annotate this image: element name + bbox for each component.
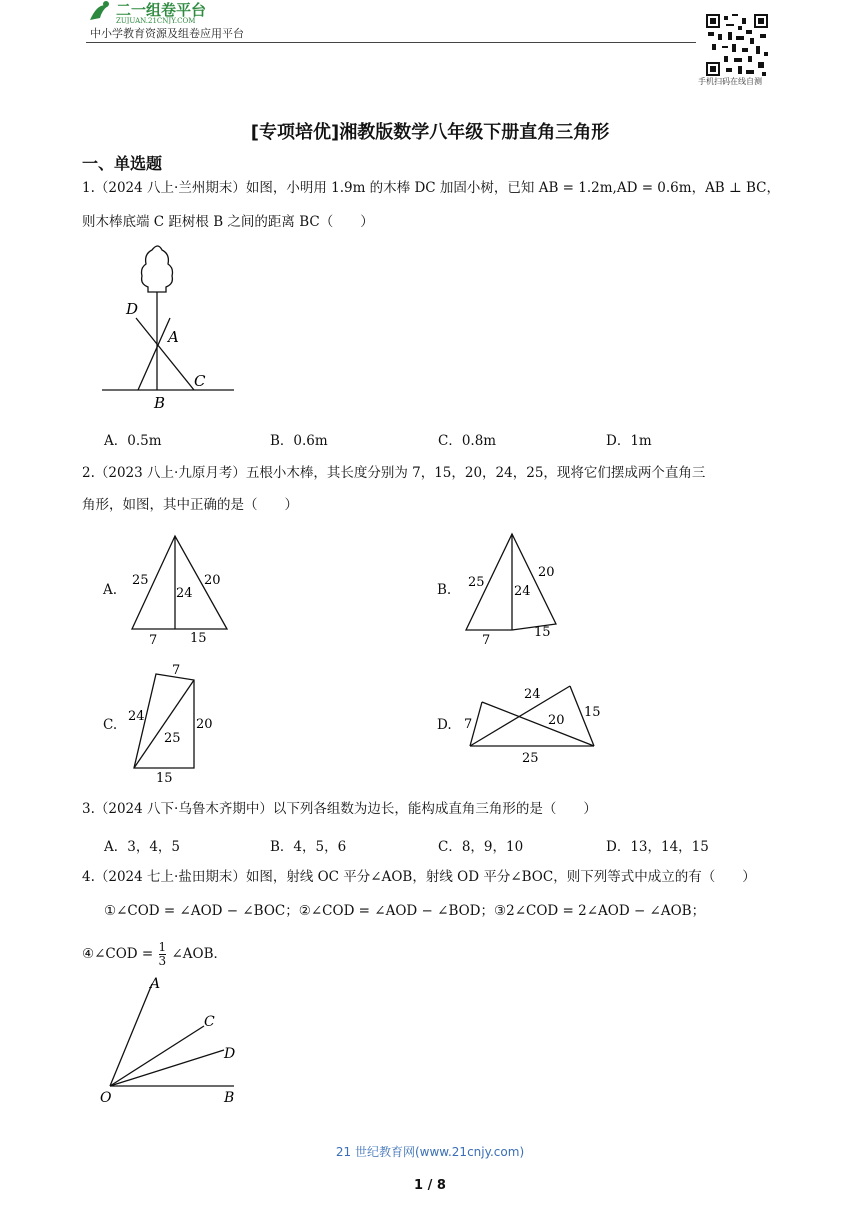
fig-d-label-7: 7 — [464, 717, 473, 732]
label-c: C — [204, 1014, 215, 1030]
fig-c-label-7: 7 — [172, 663, 181, 678]
label-c: C — [194, 372, 206, 390]
fig-d-label-15: 15 — [584, 705, 601, 720]
question-1-figure — [96, 240, 246, 412]
q1-option-b[interactable]: B．0.6m — [270, 433, 328, 449]
logo-text: 二一组卷平台 — [116, 1, 207, 19]
fig-a-label-20: 20 — [204, 573, 221, 588]
q2-figure-c — [124, 660, 224, 786]
section-heading: 一、单选题 — [82, 154, 163, 173]
fig-d-label-20: 20 — [548, 713, 565, 728]
qr-caption: 手机扫码在线自测 — [698, 77, 762, 86]
q1-option-c[interactable]: C．0.8m — [438, 433, 497, 449]
header-subtitle: 中小学教育资源及组卷应用平台 — [90, 27, 244, 40]
ray-oc — [110, 1026, 204, 1086]
fig-a-label-15: 15 — [190, 631, 207, 646]
question-3-line-1: 3.（2024 八下·乌鲁木齐期中）以下列各组数为边长，能构成直角三角形的是（ ） — [82, 801, 597, 817]
label-a: A — [168, 328, 179, 346]
question-1-line-1: 1.（2024 八上·兰州期末）如图，小明用 1.9m 的木棒 DC 加固小树，已知 AB = 1.2m,AD = 0.6m，AB ⊥ BC， — [82, 180, 781, 196]
question-4-statements: ①∠COD = ∠AOD − ∠BOC；②∠COD = ∠AOD − ∠BOD；③2∠COD = 2∠AOD − ∠AOB； — [104, 903, 706, 919]
fig-c-label-15: 15 — [156, 771, 173, 786]
fraction-one-third — [159, 941, 167, 968]
logo-url: ZUJUAN.21CNJY.COM — [116, 17, 196, 24]
q2-option-c[interactable]: C. — [103, 717, 118, 733]
q1-option-a[interactable]: A．0.5m — [104, 433, 162, 449]
q3-option-d[interactable]: D．13，14，15 — [606, 839, 709, 855]
header-divider — [86, 42, 696, 43]
ray-od — [110, 1050, 224, 1086]
label-b: B — [154, 394, 166, 412]
question-2-line-1: 2.（2023 八上·九原月考）五根小木棒，其长度分别为 7，15，20，24，25，现将它们摆成两个直角三 — [82, 465, 706, 481]
fig-b-label-7: 7 — [482, 633, 491, 648]
q3-option-c[interactable]: C．8，9，10 — [438, 839, 524, 855]
fig-c-label-25: 25 — [164, 731, 181, 746]
label-o: O — [100, 1090, 112, 1106]
fig-b-label-20: 20 — [538, 565, 555, 580]
site-logo — [86, 0, 276, 24]
fig-a-label-25: 25 — [132, 573, 149, 588]
fig-b-label-24: 24 — [514, 584, 531, 599]
fig-c-label-24: 24 — [128, 709, 145, 724]
question-4-figure — [96, 970, 246, 1110]
question-1-line-2: 则木棒底端 C 距树根 B 之间的距离 BC（ ） — [82, 214, 374, 230]
fig-d-label-24: 24 — [524, 687, 541, 702]
fraction-denominator: 3 — [158, 954, 167, 968]
ray-oa — [110, 984, 152, 1086]
fig-b-label-25: 25 — [468, 575, 485, 590]
q2-figure-a — [124, 530, 236, 648]
label-a: A — [150, 976, 161, 992]
fig-d-label-25: 25 — [522, 751, 539, 766]
q3-option-a[interactable]: A．3，4，5 — [104, 839, 181, 855]
qr-code-icon — [706, 14, 768, 76]
fig-b-label-15: 15 — [534, 625, 551, 640]
q3-option-b[interactable]: B．4，5，6 — [270, 839, 347, 855]
question-2-line-2: 角形，如图，其中正确的是（ ） — [82, 497, 298, 513]
footer-link[interactable]: 21 世纪教育网(www.21cnjy.com) — [335, 1145, 525, 1159]
label-b: B — [224, 1090, 235, 1106]
label-d: D — [224, 1046, 236, 1062]
fig-c-label-20: 20 — [196, 717, 213, 732]
q2-figure-b — [460, 528, 572, 650]
tree-crown — [142, 246, 173, 292]
fig-a-label-7: 7 — [149, 633, 158, 648]
page-number: 1 / 8 — [414, 1178, 446, 1193]
q2-option-d[interactable]: D. — [437, 717, 452, 733]
q1-option-d[interactable]: D．1m — [606, 433, 652, 449]
q2-figure-d — [460, 680, 610, 770]
label-d: D — [126, 300, 139, 318]
page-title: [专项培优]湘教版数学八年级下册直角三角形 — [250, 122, 610, 143]
fraction-numerator: 1 — [158, 940, 167, 954]
statement-4-suffix: ∠AOB． — [171, 946, 228, 962]
q2-option-b[interactable]: B. — [437, 582, 452, 598]
statement-4-prefix: ④∠COD = — [82, 946, 154, 962]
question-4-statement-4 — [82, 941, 227, 968]
fig-a-label-24: 24 — [176, 586, 193, 601]
question-4-line-1: 4.（2024 七上·盐田期末）如图，射线 OC 平分∠AOB，射线 OD 平分∠BOC，则下列等式中成立的有（ ） — [82, 869, 756, 885]
q2-option-a[interactable]: A. — [103, 582, 118, 598]
